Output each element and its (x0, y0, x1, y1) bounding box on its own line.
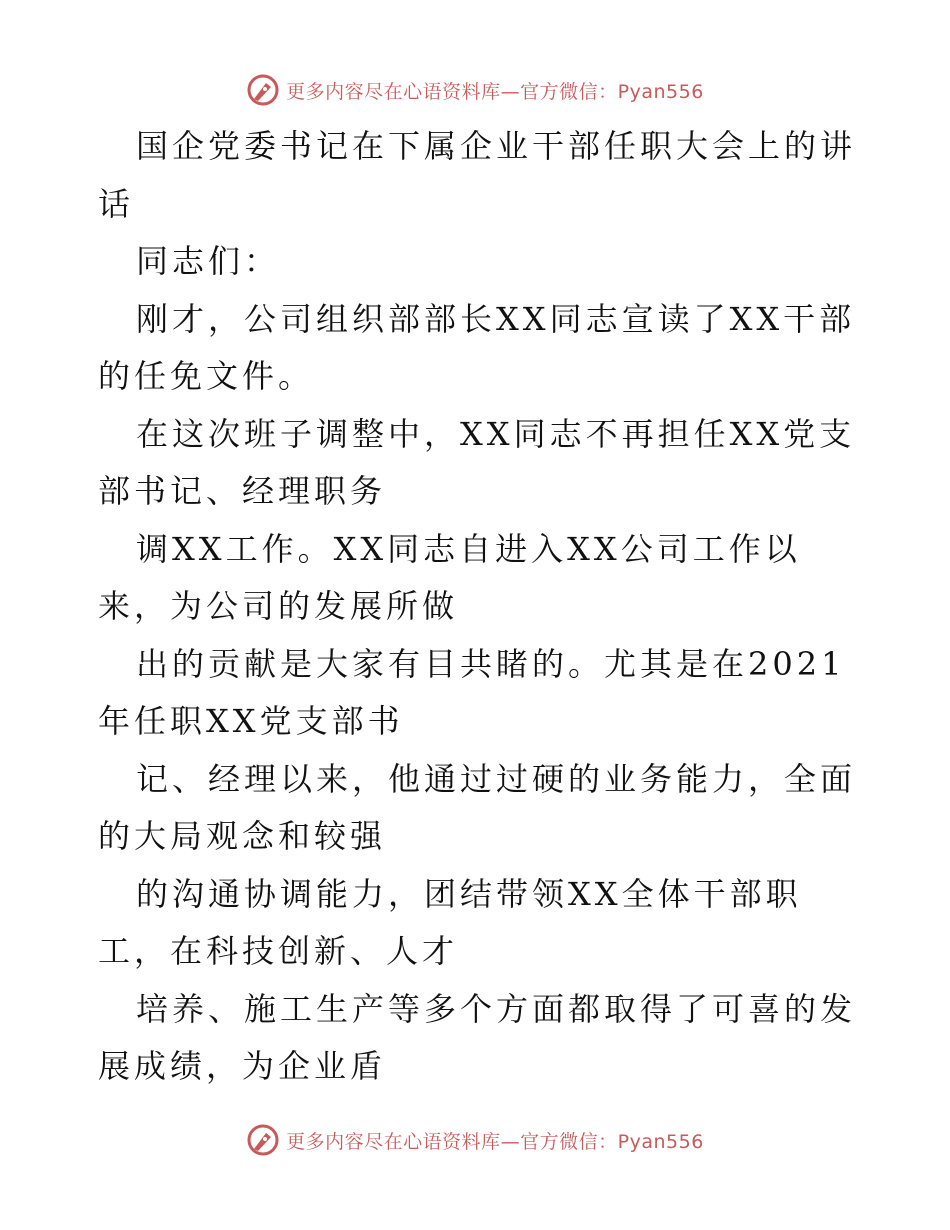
watermark-text: 更多内容尽在心语资料库—官方微信：Pyan556 (286, 1130, 704, 1153)
salutation: 同志们： (136, 242, 281, 280)
document-body (98, 118, 858, 1096)
paragraph: 调XX工作。XX同志自进入XX公司工作以来，为公司的发展所做 (98, 529, 801, 625)
paragraph: 的沟通协调能力，团结带领XX全体干部职工，在科技创新、人才 (98, 874, 802, 970)
footer-watermark (0, 1120, 950, 1160)
paragraph: 记、经理以来，他通过过硬的业务能力，全面的大局观念和较强 (98, 759, 857, 855)
paragraph: 在这次班子调整中，XX同志不再担任XX党支部书记、经理职务 (98, 414, 856, 510)
document-title: 国企党委书记在下属企业干部任职大会上的讲话 (98, 127, 857, 223)
pen-nib-logo-icon (246, 1123, 280, 1157)
pen-nib-logo-icon (246, 73, 280, 107)
paragraph: 培养、施工生产等多个方面都取得了可喜的发展成绩，为企业盾 (98, 989, 857, 1085)
header-watermark (0, 70, 950, 110)
paragraph: 出的贡献是大家有目共睹的。尤其是在2021年任职XX党支部书 (98, 644, 846, 740)
paragraph: 刚才，公司组织部部长XX同志宣读了XX干部的任免文件。 (98, 299, 856, 395)
watermark-text: 更多内容尽在心语资料库—官方微信：Pyan556 (286, 80, 704, 103)
